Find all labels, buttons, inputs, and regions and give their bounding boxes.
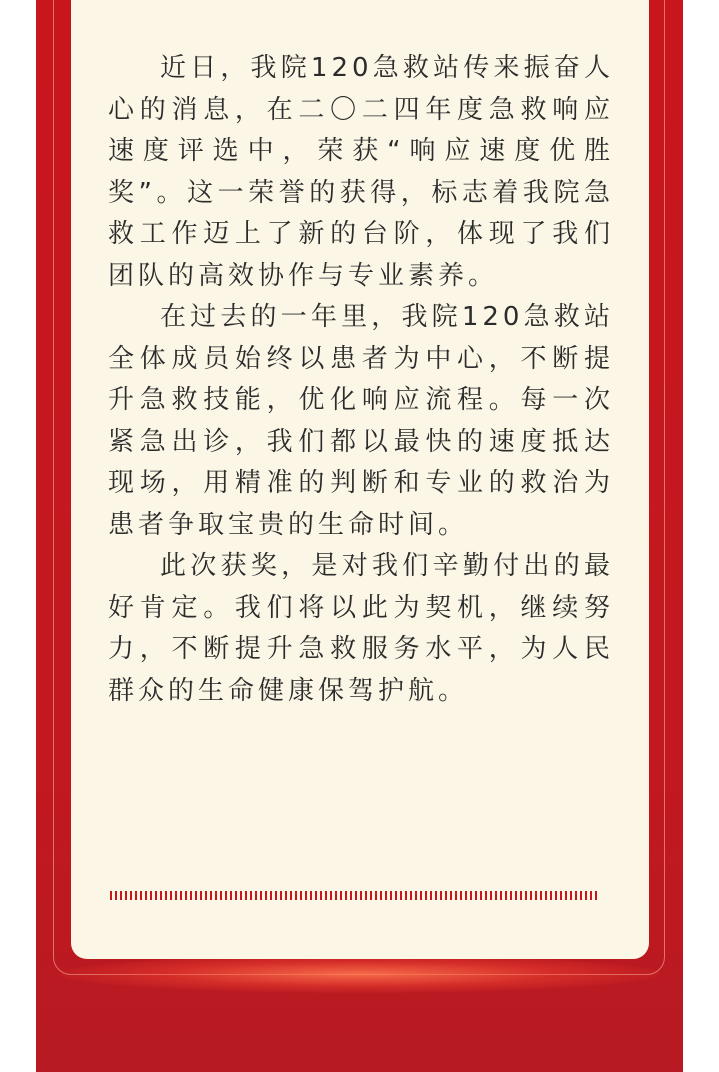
- article-body: [108, 48, 614, 712]
- article-paragraph: 此次获奖，是对我们辛勤付出的最好肯定。我们将以此为契机，继续努力，不断提升急救服务水平，为人民群众的生命健康保驾护航。: [108, 551, 614, 706]
- article-paragraph: 在过去的一年里，我院120急救站全体成员始终以患者为中心，不断提升急救技能，优化响应流程。每一次紧急出诊，我们都以最快的速度抵达现场，用精准的判断和专业的救治为患者争取宝贵的生命时间。: [108, 302, 614, 540]
- article-paragraph: 近日，我院120急救站传来振奋人心的消息，在二〇二四年度急救响应速度评选中，荣获“响应速度优胜奖”。这一荣誉的获得，标志着我院急救工作迈上了新的台阶，体现了我们团队的高效协作与专业素养。: [108, 53, 614, 291]
- glow-decoration: [60, 955, 660, 993]
- dotted-divider: [110, 891, 600, 900]
